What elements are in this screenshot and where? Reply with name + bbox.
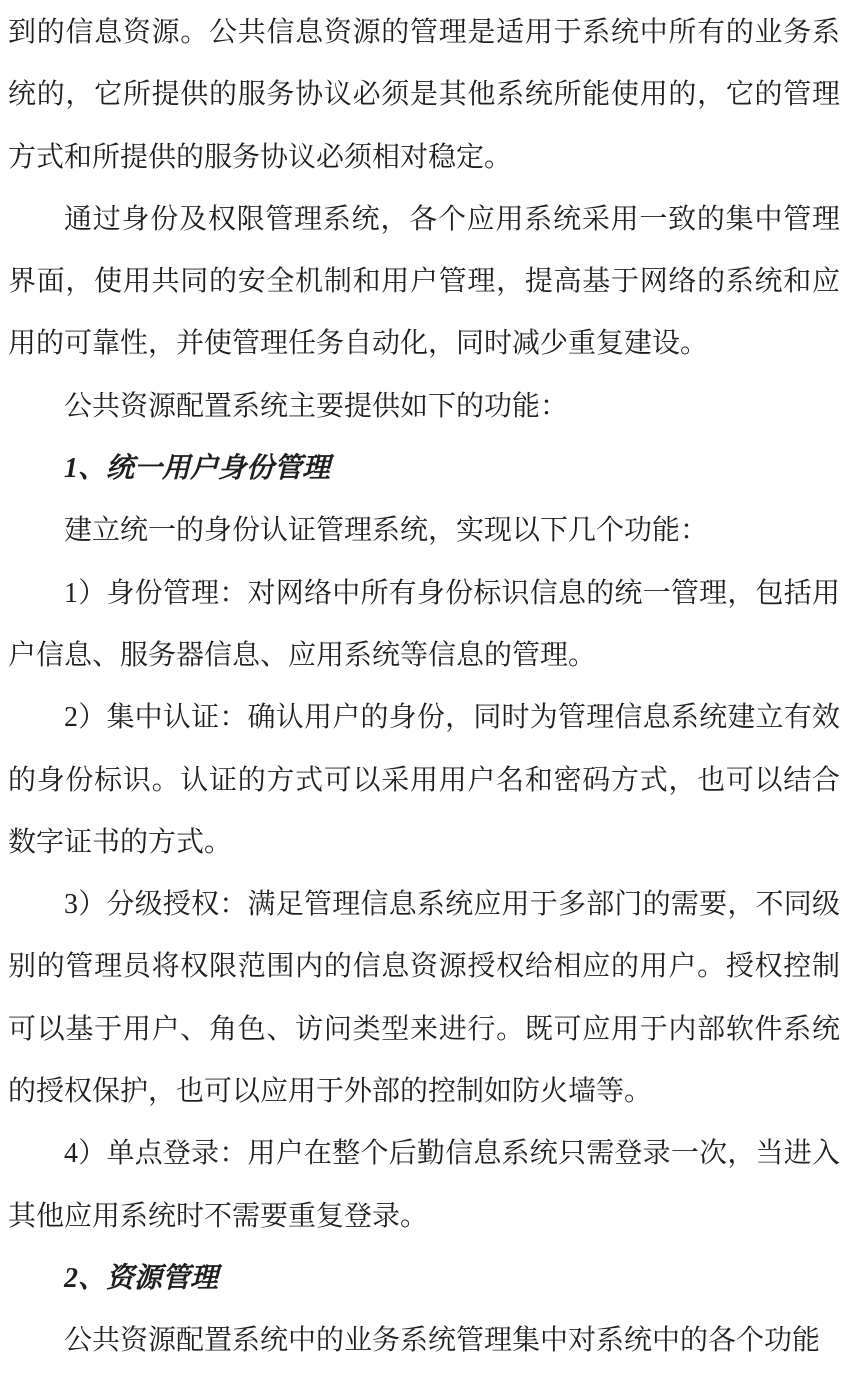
paragraph: 公共资源配置系统主要提供如下的功能： <box>64 390 569 422</box>
list-item-4: 4）单点登录：用户在整个后勤信息系统只需登录一次，当进入其他应用系统时不需要重复登录。 <box>8 1138 840 1232</box>
paragraph-continuation: 到的信息资源。公共信息资源的管理是适用于系统中所有的业务系统的，它所提供的服务协议必须是其他系统所能使用的，它的管理方式和所提供的服务协议必须相对稳定。 <box>8 17 840 173</box>
paragraph: 通过身份及权限管理系统，各个应用系统采用一致的集中管理界面，使用共同的安全机制和用户管理，提高基于网络的系统和应用的可靠性，并使管理任务自动化，同时减少重复建设。 <box>8 203 840 360</box>
section-heading-2: 2、资源管理 <box>64 1262 219 1294</box>
section-heading-1: 1、统一用户身份管理 <box>64 453 331 485</box>
paragraph: 建立统一的身份认证管理系统，实现以下几个功能： <box>64 515 709 547</box>
list-item-3: 3）分级授权：满足管理信息系统应用于多部门的需要，不同级别的管理员将权限范围内的信息资源授权给相应的用户。授权控制可以基于用户、角色、访问类型来进行。既可应用于内部软件系统的授权保护，也可以应用于外部的控制如防火墙等。 <box>8 889 840 1108</box>
list-item-1: 1）身份管理：对网络中所有身份标识信息的统一管理，包括用户信息、服务器信息、应用系统等信息的管理。 <box>8 577 840 671</box>
paragraph: 公共资源配置系统中的业务系统管理集中对系统中的各个功能 <box>64 1325 821 1357</box>
list-item-2: 2）集中认证：确认用户的身份，同时为管理信息系统建立有效的身份标识。认证的方式可以采用用户名和密码方式，也可以结合数字证书的方式。 <box>8 702 840 858</box>
